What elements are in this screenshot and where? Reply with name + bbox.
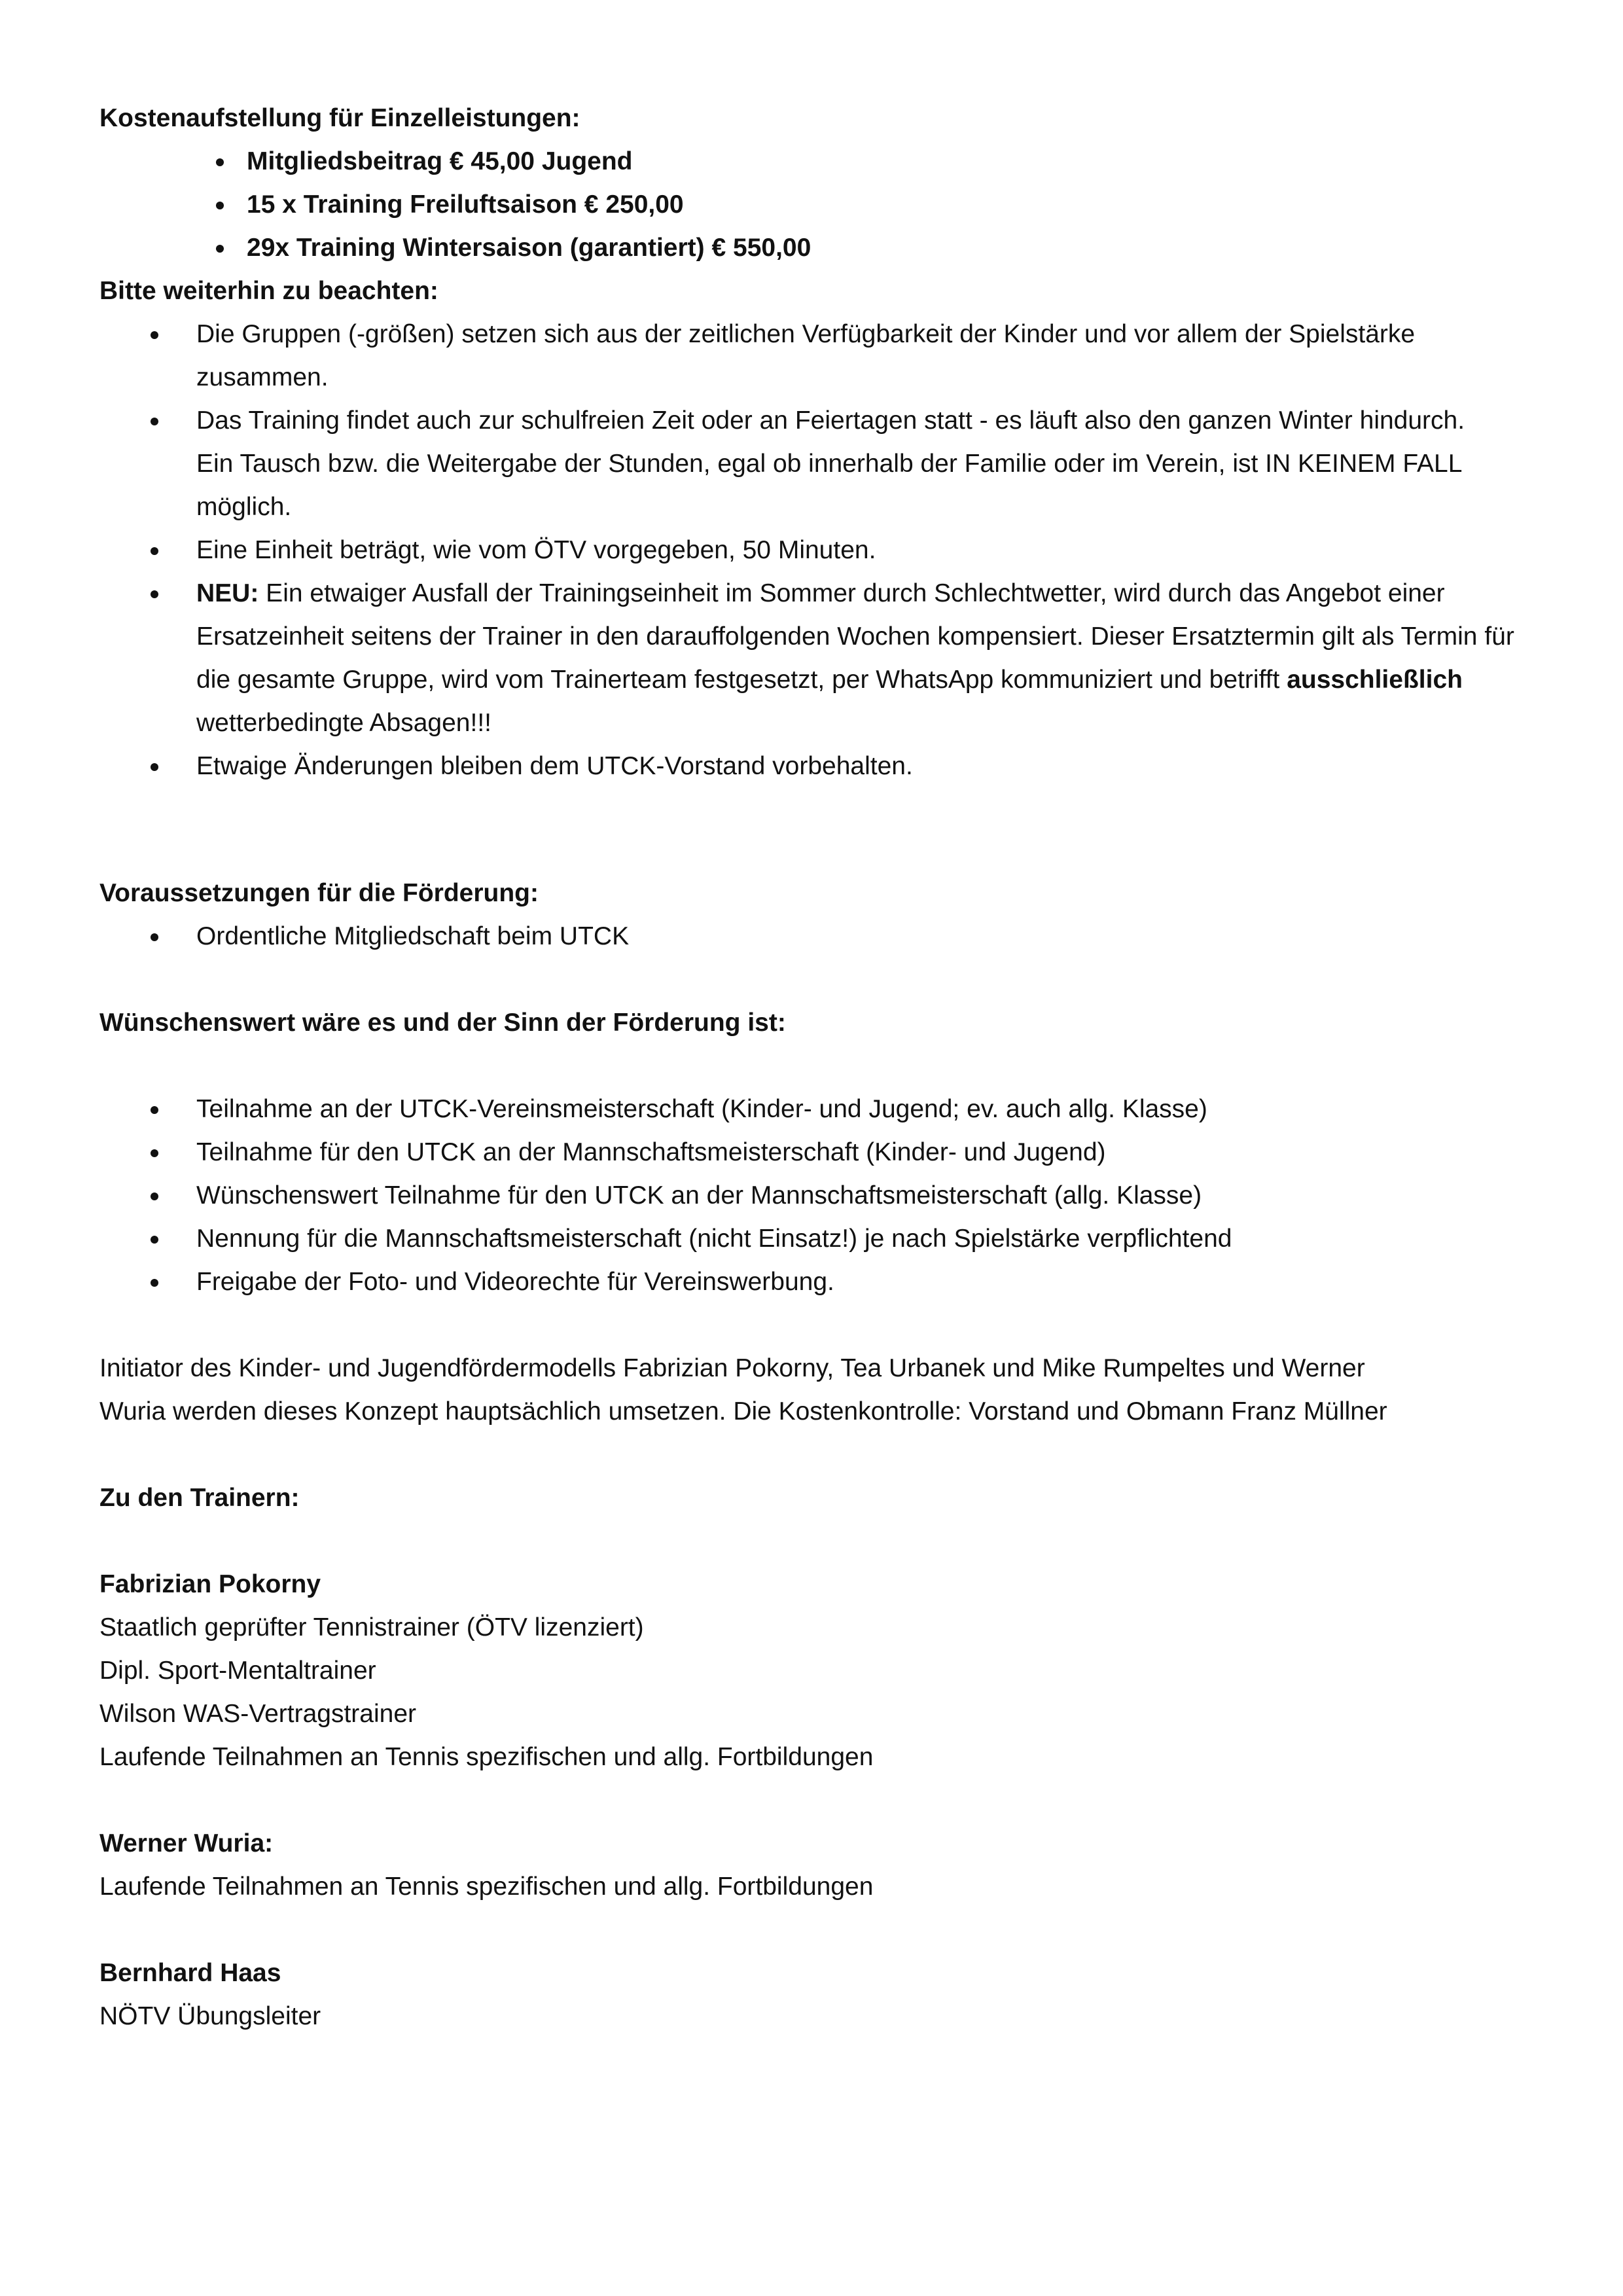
bullet-icon [151, 590, 158, 598]
trainer-qualification: Laufende Teilnahmen an Tennis spezifischen und allg. Fortbildungen [99, 1743, 874, 1771]
note-new-label: NEU: [196, 579, 259, 607]
trainer-qualification: Wilson WAS-Vertragstrainer [99, 1700, 417, 1728]
bullet-icon [151, 418, 158, 425]
list-item [99, 399, 1539, 529]
desirable-text: Teilnahme für den UTCK an der Mannschaftsmeisterschaft (Kinder- und Jugend) [196, 1138, 1106, 1166]
list-item [99, 183, 1539, 226]
note-text-continuation: Ein Tausch bzw. die Weitergabe der Stunden, egal ob innerhalb der Familie oder im Verein, ist IN KEINEM FALL möglich. [196, 450, 1461, 521]
list-item [99, 745, 1539, 788]
trainer-qualification: Staatlich geprüfter Tennistrainer (ÖTV lizenziert) [99, 1613, 644, 1641]
desirable-text: Freigabe der Foto- und Videorechte für Vereinswerbung. [196, 1268, 834, 1296]
initiator-line: Initiator des Kinder- und Jugendfördermodells Fabrizian Pokorny, Tea Urbanek und Mike Rumpeltes und Werner [99, 1354, 1365, 1382]
desirable-text: Nennung für die Mannschaftsmeisterschaft (nicht Einsatz!) je nach Spielstärke verpflichtend [196, 1225, 1232, 1253]
cost-item-text: 15 x Training Freiluftsaison € 250,00 [247, 190, 684, 219]
requirements-heading: Voraussetzungen für die Förderung: [99, 879, 539, 907]
bullet-icon [151, 1279, 158, 1287]
bullet-icon [216, 245, 224, 253]
desirable-heading: Wünschenswert wäre es und der Sinn der Förderung ist: [99, 1009, 786, 1037]
note-text: Etwaige Änderungen bleiben dem UTCK-Vorstand vorbehalten. [196, 752, 913, 780]
bullet-icon [216, 202, 224, 209]
notes-heading: Bitte weiterhin zu beachten: [99, 277, 438, 305]
note-text-end: wetterbedingte Absagen!!! [196, 709, 491, 737]
trainer-name: Werner Wuria: [99, 1829, 274, 1857]
list-item [99, 1261, 1539, 1304]
trainer-qualification: Laufende Teilnahmen an Tennis spezifischen und allg. Fortbildungen [99, 1873, 874, 1901]
trainers-heading: Zu den Trainern: [99, 1484, 300, 1512]
note-text: Die Gruppen (-größen) setzen sich aus der zeitlichen Verfügbarkeit der Kinder und vor allem der Spielstärke zusammen. [196, 320, 1416, 391]
cost-item-text: 29x Training Wintersaison (garantiert) € 550,00 [247, 234, 812, 262]
list-item [99, 572, 1539, 745]
bullet-icon [151, 1149, 158, 1157]
requirement-text: Ordentliche Mitgliedschaft beim UTCK [196, 922, 630, 950]
desirable-list [99, 1088, 1539, 1304]
bullet-icon [216, 158, 224, 166]
list-item [99, 313, 1539, 399]
trainer-qualification: NÖTV Übungsleiter [99, 2002, 321, 2030]
list-item [99, 140, 1539, 183]
note-emphasis: ausschließlich [1287, 666, 1463, 694]
list-item [99, 1174, 1539, 1217]
bullet-icon [151, 547, 158, 555]
initiator-line: Wuria werden dieses Konzept hauptsächlich umsetzen. Die Kostenkontrolle: Vorstand und Obmann Franz Müllner [99, 1397, 1387, 1426]
trainer-name: Fabrizian Pokorny [99, 1570, 321, 1598]
note-text: Eine Einheit beträgt, wie vom ÖTV vorgegeben, 50 Minuten. [196, 536, 876, 564]
list-item [99, 1217, 1539, 1261]
note-text: Das Training findet auch zur schulfreien Zeit oder an Feiertagen statt - es läuft also den ganzen Winter hindurch. [196, 406, 1465, 435]
trainer-qualification: Dipl. Sport-Mentaltrainer [99, 1657, 376, 1685]
cost-list [99, 140, 1539, 270]
bullet-icon [151, 933, 158, 941]
trainer-name: Bernhard Haas [99, 1959, 281, 1987]
cost-item-text: Mitgliedsbeitrag € 45,00 Jugend [247, 147, 633, 175]
bullet-icon [151, 331, 158, 339]
list-item [99, 529, 1539, 572]
cost-heading: Kostenaufstellung für Einzelleistungen: [99, 104, 580, 132]
desirable-text: Wünschenswert Teilnahme für den UTCK an der Mannschaftsmeisterschaft (allg. Klasse) [196, 1181, 1202, 1210]
desirable-text: Teilnahme an der UTCK-Vereinsmeisterschaft (Kinder- und Jugend; ev. auch allg. Klasse) [196, 1095, 1207, 1123]
notes-list [99, 313, 1539, 788]
list-item [99, 915, 1539, 958]
document-page [99, 97, 1539, 2038]
list-item [99, 226, 1539, 270]
list-item [99, 1131, 1539, 1174]
bullet-icon [151, 763, 158, 771]
requirements-list [99, 915, 1539, 958]
note-text: Ein etwaiger Ausfall der Trainingseinheit im Sommer durch Schlechtwetter, wird durch das Angebot einer Ersatzeinheit seitens der Trainer in den darauffolgenden Wochen kompensiert. Dieser Ersatztermin gilt als Termin für die gesamte Gruppe, wird vom Trainerteam festgesetzt, per WhatsApp kommuniziert und betrifft [196, 579, 1514, 694]
list-item [99, 1088, 1539, 1131]
bullet-icon [151, 1106, 158, 1114]
bullet-icon [151, 1236, 158, 1244]
bullet-icon [151, 1193, 158, 1200]
